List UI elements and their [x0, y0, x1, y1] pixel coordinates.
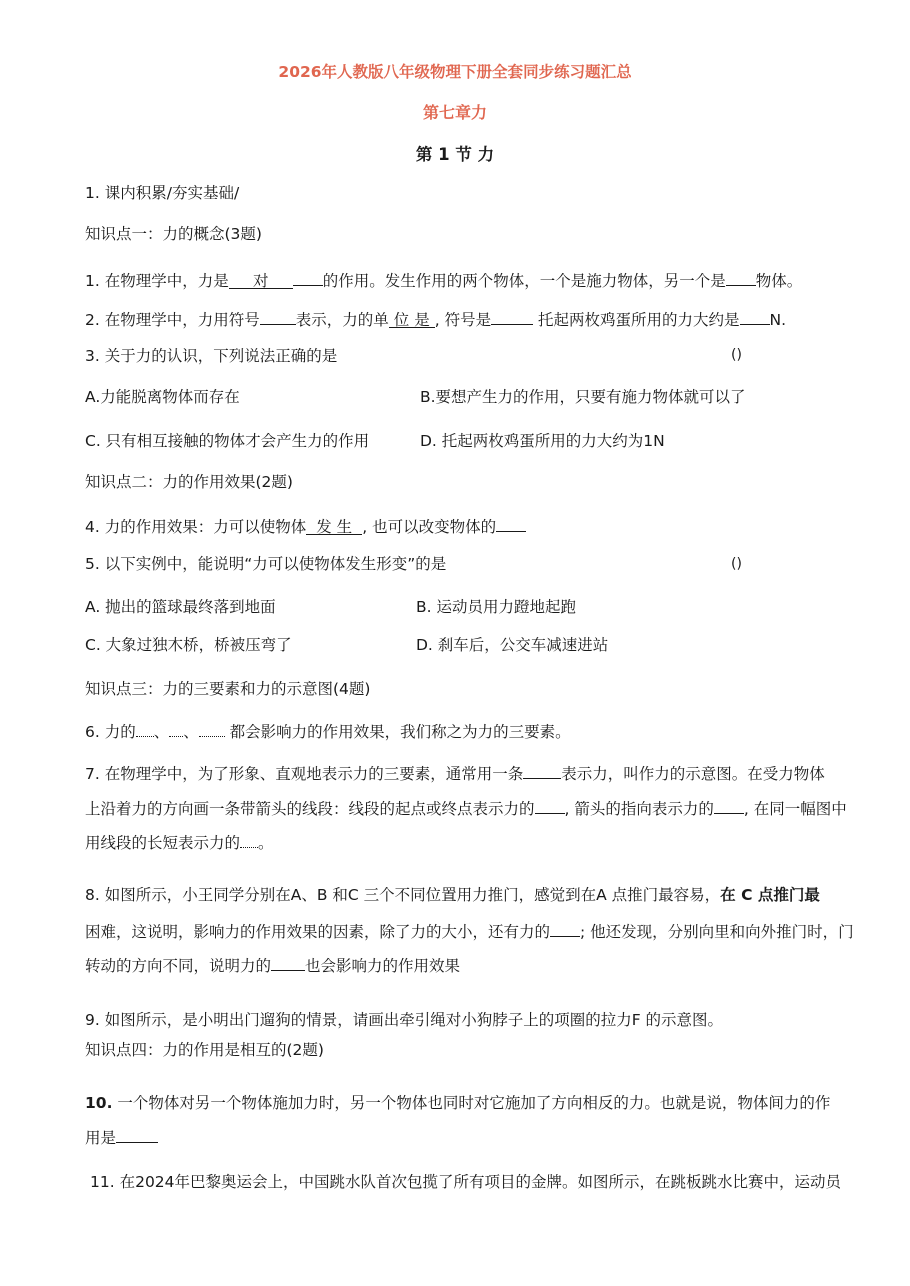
question-8-line-1: 8. 如图所示，小王同学分别在A、B 和C 三个不同位置用力推门，感觉到在A 点推门最容易，在 C 点推门最 — [85, 886, 820, 904]
knowledge-point-3: 知识点三：力的三要素和力的示意图(4题) — [85, 680, 371, 698]
question-4: 4. 力的作用效果：力可以使物体 发 生 , 也可以改变物体的 — [85, 514, 526, 537]
question-1: 1. 在物理学中，力是 对 的作用。发生作用的两个物体，一个是施力物体，另一个是 物体。 — [85, 268, 802, 291]
question-5-option-d: D. 刹车后，公交车减速进站 — [416, 636, 609, 654]
knowledge-point-2: 知识点二：力的作用效果(2题) — [85, 473, 293, 491]
question-7-line-3: 用线段的长短表示力的 。 — [85, 830, 274, 853]
question-9: 9. 如图所示，是小明出门遛狗的情景，请画出牵引绳对小狗脖子上的项圈的拉力F 的示意图。 — [85, 1011, 724, 1029]
question-5-option-a: A. 抛出的篮球最终落到地面 — [85, 598, 276, 616]
knowledge-point-4: 知识点四：力的作用是相互的(2题) — [85, 1041, 324, 1059]
q7-blank-1[interactable] — [523, 761, 561, 779]
question-8-line-2: 困难，这说明，影响力的作用效果的因素，除了力的大小，还有力的 ; 他还发现，分别向里和向外推门时，门 — [85, 919, 854, 942]
q2-blank-sign[interactable] — [491, 307, 533, 325]
question-2: 2. 在物理学中，力用符号 表示，力的单 位 是 , 符号是 托起两枚鸡蛋所用的力大约是 N. — [85, 307, 786, 330]
q2-blank-symbol[interactable] — [260, 307, 296, 325]
question-5-option-b: B. 运动员用力蹬地起跑 — [416, 598, 576, 616]
q4-blank-2[interactable] — [496, 514, 526, 532]
question-7-line-1: 7. 在物理学中，为了形象、直观地表示力的三要素，通常用一条 表示力，叫作力的示意图。在受力物体 — [85, 761, 825, 784]
question-3-answer-paren[interactable]: () — [731, 347, 742, 363]
question-10-line-1: 10. 一个物体对另一个物体施加力时，另一个物体也同时对它施加了方向相反的力。也就是说，物体间力的作 — [85, 1094, 831, 1112]
q8-blank-1[interactable] — [550, 919, 580, 937]
question-3-option-c: C. 只有相互接触的物体才会产生力的作用 — [85, 432, 370, 450]
q2-blank-value[interactable] — [740, 307, 770, 325]
question-7-line-2: 上沿着力的方向画一条带箭头的线段：线段的起点或终点表示力的 , 箭头的指向表示力的 , 在同一幅图中 — [85, 796, 847, 819]
q1-blank-1[interactable]: 对 — [229, 271, 293, 289]
question-3-option-b: B.要想产生力的作用，只要有施力物体就可以了 — [420, 388, 746, 406]
section-heading: 第 1 节 力 — [415, 145, 495, 164]
q7-blank-4[interactable] — [240, 830, 258, 848]
intro-line: 1. 课内积累/夯实基础/ — [85, 184, 240, 202]
q7-blank-3[interactable] — [714, 796, 744, 814]
q8-blank-2[interactable] — [271, 953, 305, 971]
q6-blank-2[interactable] — [169, 719, 183, 737]
document-title: 2026年人教版八年级物理下册全套同步练习题汇总 — [278, 63, 632, 81]
chapter-heading: 第七章力 — [422, 103, 487, 122]
question-5-stem: 5. 以下实例中，能说明“力可以使物体发生形变”的是 — [85, 555, 447, 573]
q6-blank-1[interactable] — [136, 719, 154, 737]
question-6: 6. 力的 、 、 都会影响力的作用效果，我们称之为力的三要素。 — [85, 719, 571, 742]
q6-blank-3[interactable] — [199, 719, 225, 737]
q1-blank-3[interactable] — [726, 268, 756, 286]
question-3-option-a: A.力能脱离物体而存在 — [85, 388, 240, 406]
q4-blank-1[interactable]: 发 生 — [306, 517, 362, 535]
question-11-line-1: 11. 在2024年巴黎奥运会上，中国跳水队首次包揽了所有项目的金牌。如图所示，在跳板跳水比赛中，运动员 — [90, 1173, 842, 1191]
question-10-line-2: 用是 — [85, 1125, 158, 1148]
q10-blank-1[interactable] — [116, 1125, 158, 1143]
knowledge-point-1: 知识点一：力的概念(3题) — [85, 225, 262, 243]
q1-blank-2[interactable] — [293, 268, 323, 286]
q2-blank-unit[interactable]: 位 是 — [389, 310, 435, 328]
question-3-option-d: D. 托起两枚鸡蛋所用的力大约为1N — [420, 432, 665, 450]
question-5-answer-paren[interactable]: () — [731, 556, 742, 572]
q7-blank-2[interactable] — [535, 796, 565, 814]
question-5-option-c: C. 大象过独木桥，桥被压弯了 — [85, 636, 292, 654]
question-8-line-3: 转动的方向不同，说明力的 也会影响力的作用效果 — [85, 953, 460, 976]
question-3-stem: 3. 关于力的认识，下列说法正确的是 — [85, 347, 338, 365]
